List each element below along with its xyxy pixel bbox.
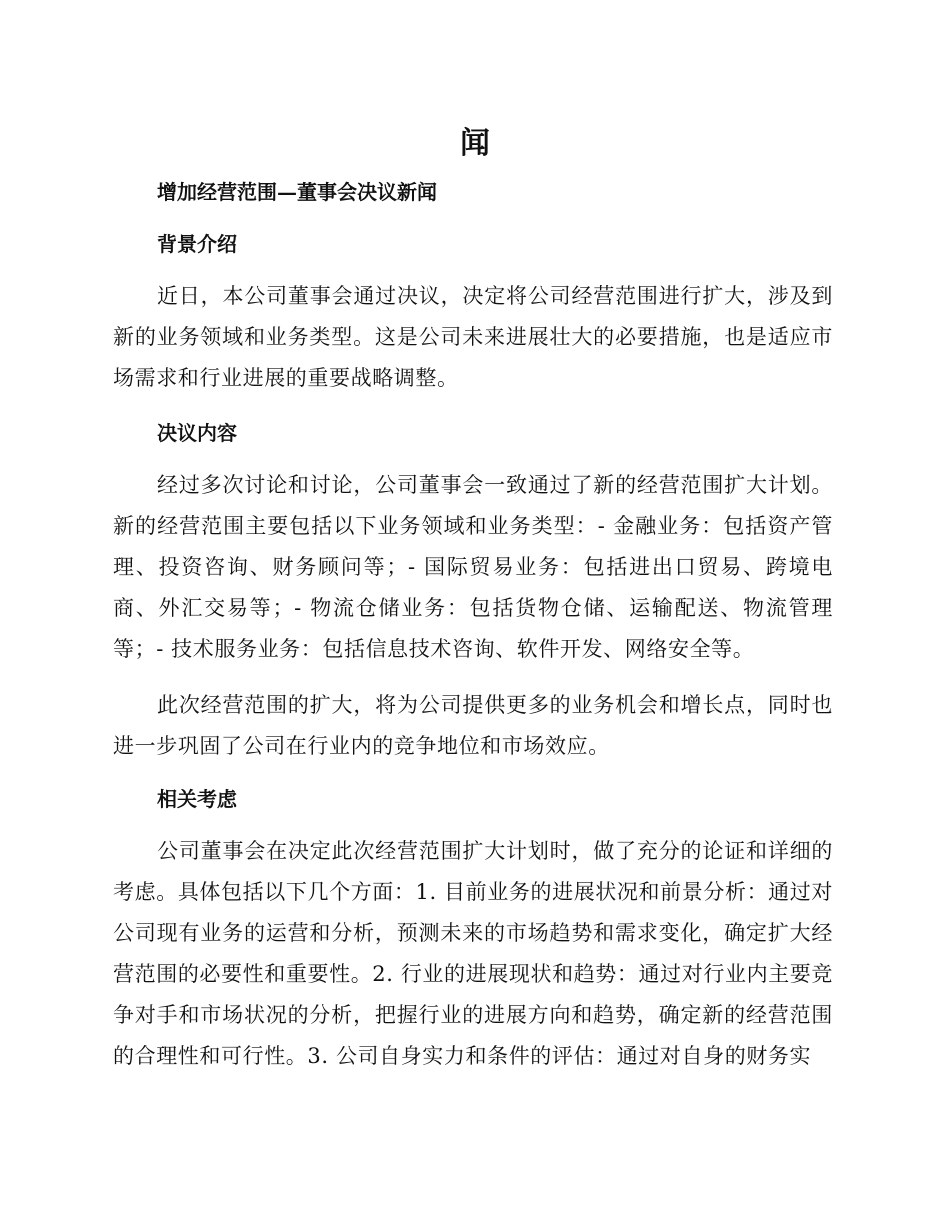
document-subtitle: 增加经营范围—董事会决议新闻 [157,180,437,204]
section-heading-background: 背景介绍 [157,232,237,256]
paragraph-background: 近日，本公司董事会通过决议，决定将公司经营范围进行扩大，涉及到新的业务领域和业务类型。这是公司未来进展壮大的必要措施，也是适应市场需求和行业进展的重要战略调整。 [113,284,833,390]
section-heading-considerations: 相关考虑 [157,787,237,811]
section-heading-resolution: 决议内容 [157,421,237,445]
page-title: 闻 [460,126,490,161]
paragraph-considerations: 公司董事会在决定此次经营范围扩大计划时，做了充分的论证和详细的考虑。具体包括以下几个方面：1. 目前业务的进展状况和前景分析：通过对公司现有业务的运营和分析，预测未来的市场趋势和需求变化，确定扩大经营范围的必要性和重要性。2. 行业的进展现状和趋势：通过对行业内主要竞争对手和市场状况的分析，把握行业的进展方向和趋势，确定新的经营范围的合理性和可行性。3. 公司自身实力和条件的评估：通过对自身的财务实 [113,839,833,1068]
paragraph-resolution-effect: 此次经营范围的扩大，将为公司提供更多的业务机会和增长点，同时也进一步巩固了公司在行业内的竞争地位和市场效应。 [113,693,833,758]
paragraph-resolution-content: 经过多次讨论和讨论，公司董事会一致通过了新的经营范围扩大计划。新的经营范围主要包括以下业务领域和业务类型：- 金融业务：包括资产管理、投资咨询、财务顾问等；- 国际贸易业务：包括进出口贸易、跨境电商、外汇交易等；- 物流仓储业务：包括货物仓储、运输配送、物流管理等；- 技术服务业务：包括信息技术咨询、软件开发、网络安全等。 [113,473,833,661]
